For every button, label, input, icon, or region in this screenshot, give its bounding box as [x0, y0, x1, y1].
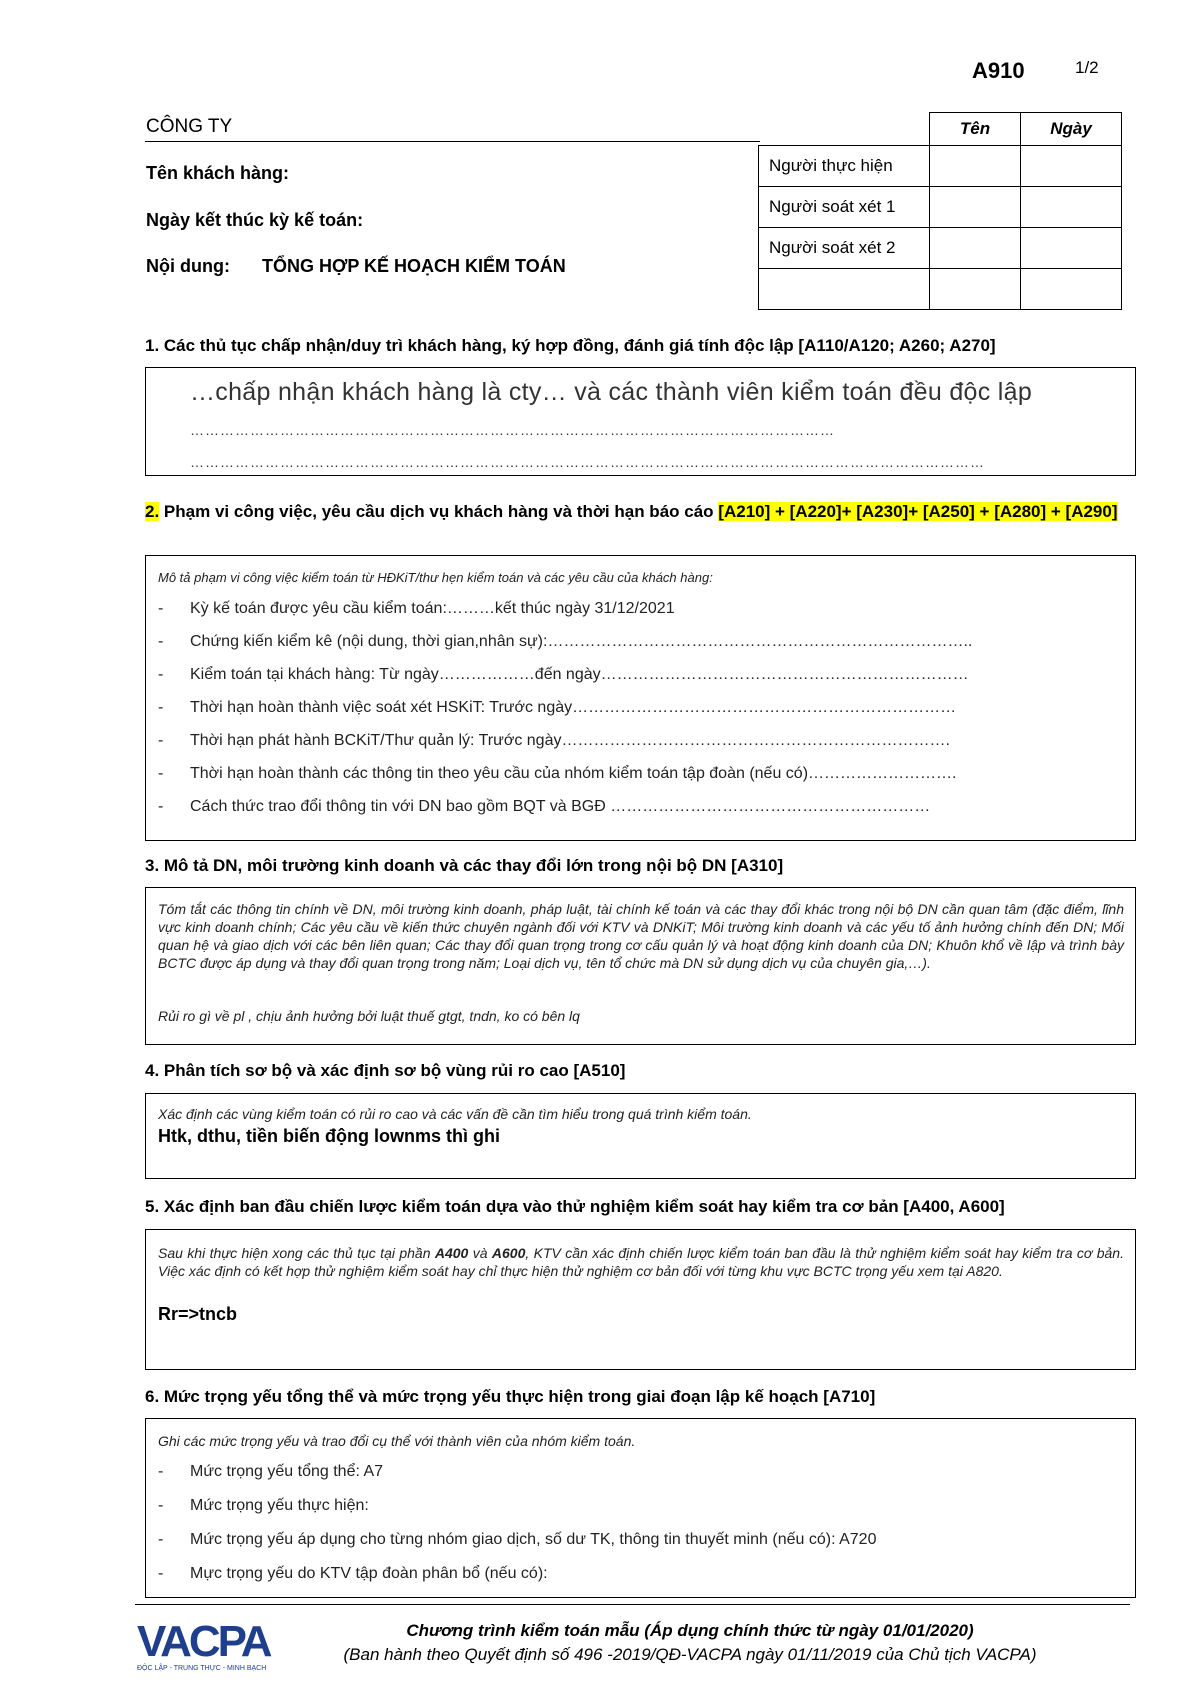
- section-2-item: - Kiểm toán tại khách hàng: Từ ngày………………đến ngày……………………………………………………………: [158, 666, 969, 683]
- section-3-text: Tóm tắt các thông tin chính về DN, môi trường kinh doanh, pháp luật, tài chính kế toán và các thay đổi khác trong nội bộ DN cần quan tâm (đặc điểm, lĩnh vực kinh doanh chính; Các yêu cầu về kiến thức chuyên ngành đối với KTV và DNKiT; Môi trường kinh doanh và các yếu tố ảnh hưởng chính đến DN; Mối quan hệ và giao dịch với các bên liên quan; Các thay đổi quan trọng trong cơ cấu quản lý và hoạt động kinh doanh của DN; Khuôn khổ về lập và trình bày BCTC được áp dụng và thay đổi quan trọng trong năm; Loại dịch vụ, tên tổ chức mà DN sử dụng dịch vụ của chuyên gia,…).: [158, 901, 1124, 971]
- section-6-intro: Ghi các mức trọng yếu và trao đổi cụ thể với thành viên của nhóm kiểm toán.: [158, 1433, 636, 1449]
- section-2-intro: Mô tả phạm vi công việc kiểm toán từ HĐKiT/thư hẹn kiểm toán và các yêu cầu của khách hàng:: [158, 570, 713, 585]
- section-2-title: [145, 501, 1121, 522]
- client-label: Tên khách hàng:: [146, 163, 290, 183]
- vacpa-logo: [135, 1614, 275, 1674]
- section-2-title-text: Phạm vi công việc, yêu cầu dịch vụ khách hàng và thời hạn báo cáo: [163, 502, 714, 521]
- section-5-box[interactable]: [145, 1229, 1136, 1370]
- section-1-title: 1. Các thủ tục chấp nhận/duy trì khách hàng, ký hợp đồng, đánh giá tính độc lập [A110/A120; A260; A270]: [145, 336, 996, 355]
- footer-subtitle: (Ban hành theo Quyết định số 496 -2019/QĐ-VACPA ngày 01/11/2019 của Chủ tịch VACPA): [343, 1645, 1037, 1664]
- section-4-title: 4. Phân tích sơ bộ và xác định sơ bộ vùng rủi ro cao [A510]: [145, 1061, 626, 1080]
- section-6-item: - Mức trọng yếu thực hiện:: [158, 1497, 369, 1514]
- section-6-item: - Mức trọng yếu áp dụng cho từng nhóm giao dịch, số dư TK, thông tin thuyết minh (nếu có): A720: [158, 1531, 877, 1548]
- logo-text: VACPA: [137, 1617, 270, 1666]
- footer-rule: [135, 1604, 1130, 1605]
- section-1-box[interactable]: [145, 367, 1136, 476]
- section-6-item: - Mức trọng yếu tổng thể: A7: [158, 1463, 384, 1480]
- signoff-col-name: Tên: [930, 113, 1021, 146]
- section-2-box[interactable]: [145, 555, 1136, 841]
- section-3-box[interactable]: [145, 887, 1136, 1045]
- section-2-number: 2.: [145, 502, 160, 521]
- signoff-row-label: Người soát xét 2: [759, 228, 930, 269]
- signoff-name-cell[interactable]: [930, 269, 1021, 310]
- section-2-item: - Cách thức trao đổi thông tin với DN bao gồm BQT và BGĐ ……………………………………………………: [158, 798, 931, 815]
- section-1-answer: …chấp nhận khách hàng là cty… và các thành viên kiểm toán đều độc lập: [190, 378, 1033, 406]
- signoff-date-cell[interactable]: [1021, 228, 1122, 269]
- signoff-row-label: Người soát xét 1: [759, 187, 930, 228]
- header-rule: [145, 141, 760, 142]
- section-1-dots-2: ……………………………………………………………………………………………………………………………………………: [190, 454, 985, 470]
- section-1-dots-1: …………………………………………………………………………………………………………………: [190, 422, 835, 438]
- section-4-intro: Xác định các vùng kiểm toán có rủi ro cao và các vấn đề cần tìm hiểu trong quá trình kiểm toán.: [158, 1106, 752, 1122]
- signoff-name-cell[interactable]: [930, 146, 1021, 187]
- signoff-name-cell[interactable]: [930, 187, 1021, 228]
- section-5-title: 5. Xác định ban đầu chiến lược kiểm toán dựa vào thử nghiệm kiểm soát hay kiểm tra cơ bản [A400, A600]: [145, 1197, 1005, 1216]
- signoff-col-date: Ngày: [1021, 113, 1122, 146]
- section-2-refs: [A210] + [A220]+ [A230]+ [A250] + [A280] + [A290]: [718, 502, 1118, 521]
- section-6-box[interactable]: [145, 1418, 1136, 1598]
- signoff-date-cell[interactable]: [1021, 269, 1122, 310]
- signoff-name-cell[interactable]: [930, 228, 1021, 269]
- signoff-date-cell[interactable]: [1021, 146, 1122, 187]
- content-label: Nội dung:: [146, 256, 230, 276]
- section-2-item: - Chứng kiến kiểm kê (nội dung, thời gian,nhân sự):……………………………………………………………………..: [158, 633, 973, 650]
- signoff-row-label: Người thực hiện: [759, 146, 930, 187]
- section-2-item: - Kỳ kế toán được yêu cầu kiểm toán:………kết thúc ngày 31/12/2021: [158, 600, 675, 617]
- section-4-box[interactable]: [145, 1093, 1136, 1179]
- document-code: A910: [972, 58, 1025, 83]
- section-6-title: 6. Mức trọng yếu tổng thể và mức trọng yếu thực hiện trong giai đoạn lập kế hoạch [A710]: [145, 1387, 876, 1406]
- section-5-answer: Rr=>tncb: [158, 1304, 238, 1324]
- signoff-corner: [759, 113, 930, 146]
- section-2-item: - Thời hạn hoàn thành việc soát xét HSKiT: Trước ngày………………………………………………………………: [158, 699, 957, 716]
- section-5-text: Sau khi thực hiện xong các thủ tục tại phần A400 và A600, KTV cần xác định chiến lược kiểm toán ban đầu là thử nghiệm kiểm soát hay kiểm tra cơ bản. Việc xác định có kết hợp thử nghiệm kiểm soát hay chỉ thực hiện thử nghiệm cơ bản đối với từng khu vực BCTC trọng yếu xem tại A820.: [158, 1245, 1124, 1279]
- signoff-table: [758, 112, 1122, 310]
- section-2-item: - Thời hạn hoàn thành các thông tin theo yêu cầu của nhóm kiểm toán tập đoàn (nếu có)……………………….: [158, 765, 957, 782]
- section-6-item: - Mực trọng yếu do KTV tập đoàn phân bổ (nếu có):: [158, 1565, 548, 1582]
- signoff-row-label: [759, 269, 930, 310]
- signoff-date-cell[interactable]: [1021, 187, 1122, 228]
- section-2-item: - Thời hạn phát hành BCKiT/Thư quản lý: Trước ngày……………………………………………………………….: [158, 732, 950, 749]
- section-3-note: Rủi ro gì về pl , chịu ảnh hưởng bởi luật thuế gtgt, tndn, ko có bên lq: [158, 1008, 580, 1024]
- logo-tagline: ĐỘC LẬP - TRUNG THỰC - MINH BẠCH: [137, 1665, 267, 1672]
- section-3-title: 3. Mô tả DN, môi trường kinh doanh và các thay đổi lớn trong nội bộ DN [A310]: [145, 856, 784, 875]
- content-value: TỔNG HỢP KẾ HOẠCH KIỂM TOÁN: [262, 256, 566, 276]
- footer-title: Chương trình kiểm toán mẫu (Áp dụng chính thức từ ngày 01/01/2020): [406, 1621, 974, 1640]
- section-4-answer: Htk, dthu, tiền biến động lownms thì ghi: [158, 1126, 500, 1146]
- page-number: 1/2: [1075, 58, 1099, 77]
- period-label: Ngày kết thúc kỳ kế toán:: [146, 210, 364, 230]
- company-label: CÔNG TY: [146, 116, 233, 137]
